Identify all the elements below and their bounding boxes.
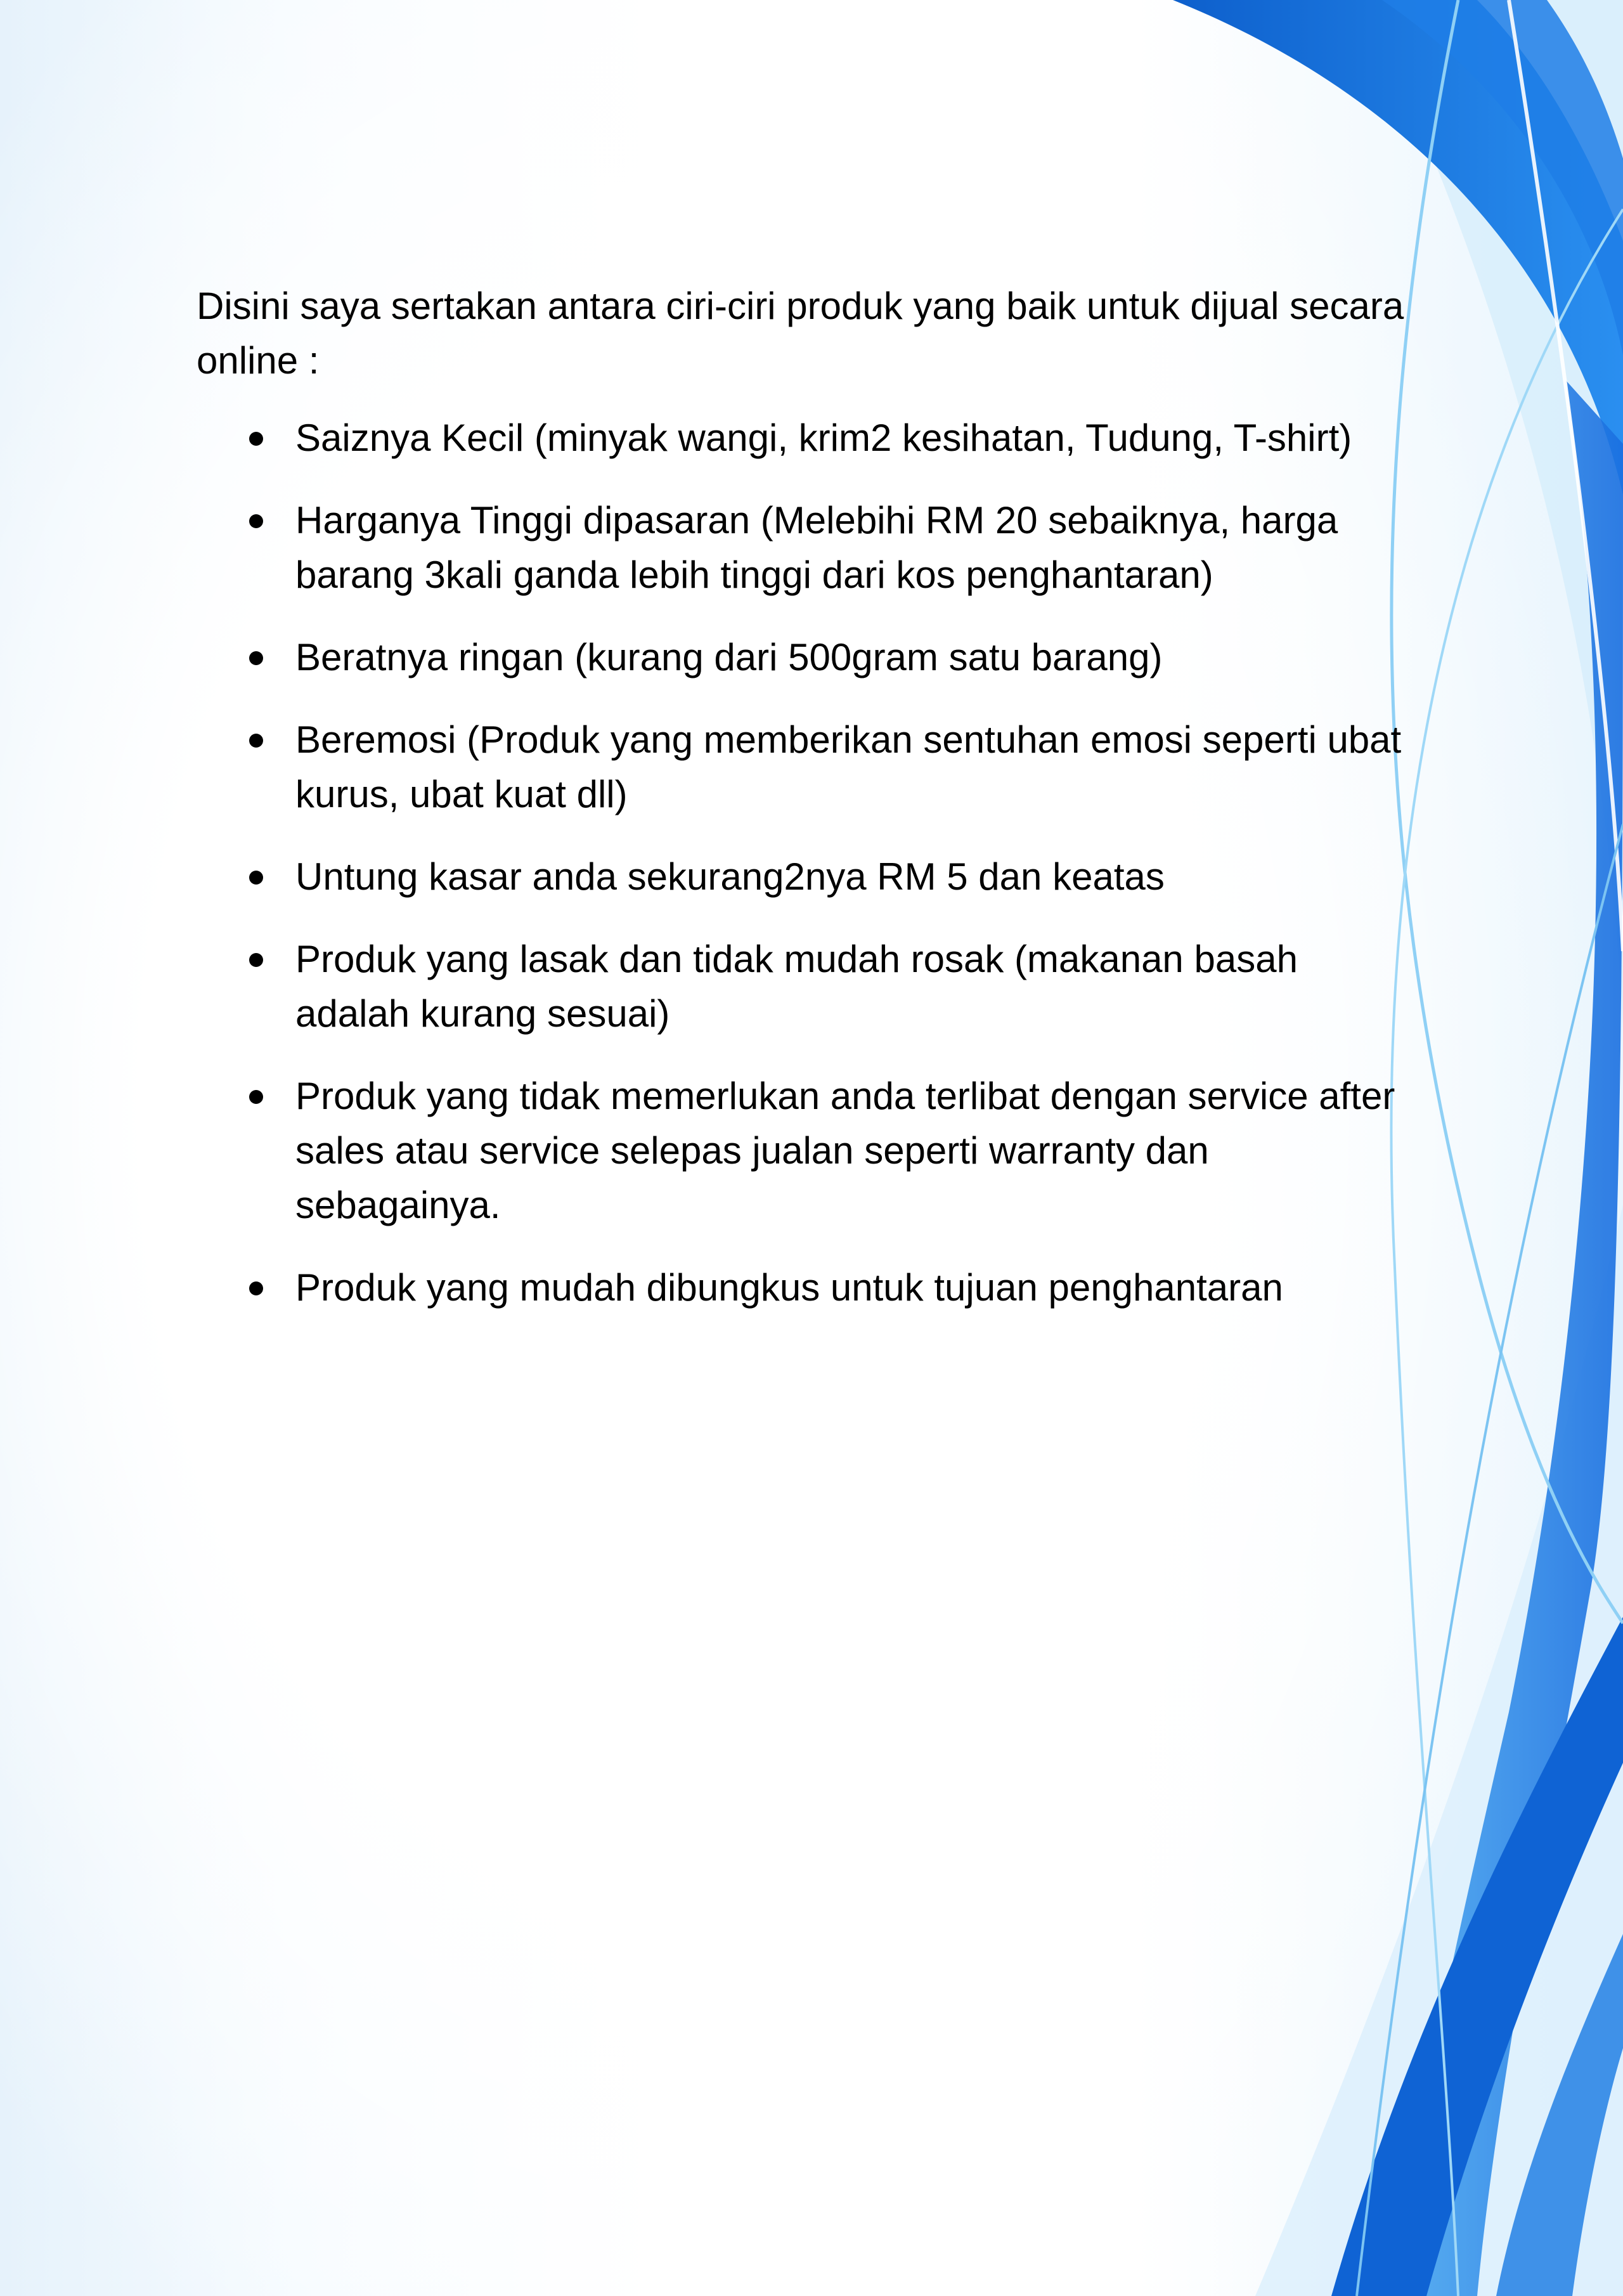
list-item-text: Saiznya Kecil (minyak wangi, krim2 kesihatan, Tudung, T-shirt) [295,417,1352,459]
list-item-text: Beratnya ringan (kurang dari 500gram satu barang) [295,636,1163,678]
list-item [197,493,1414,602]
bullet-icon [249,514,263,528]
feature-list [197,411,1414,1315]
list-item-text: Produk yang tidak memerlukan anda terlibat dengan service after sales atau service selepas jualan seperti warranty dan sebagainya. [295,1075,1395,1226]
list-item [197,850,1414,904]
list-item [197,411,1414,465]
list-item-text: Harganya Tinggi dipasaran (Melebihi RM 20 sebaiknya, harga barang 3kali ganda lebih tinggi dari kos penghantaran) [295,499,1338,596]
list-item-text: Beremosi (Produk yang memberikan sentuhan emosi seperti ubat kurus, ubat kuat dll) [295,718,1402,815]
bullet-icon [249,651,263,665]
bullet-icon [249,953,263,967]
list-item [197,1069,1414,1233]
intro-paragraph: Disini saya sertakan antara ciri-ciri produk yang baik untuk dijual secara online : [197,285,1404,382]
document-content [197,279,1414,1343]
list-item [197,1261,1414,1315]
bullet-icon [249,1281,263,1295]
list-item [197,713,1414,822]
list-item [197,932,1414,1041]
list-item-text: Produk yang lasak dan tidak mudah rosak (makanan basah adalah kurang sesuai) [295,938,1298,1035]
bullet-icon [249,734,263,748]
bullet-icon [249,432,263,446]
list-item-text: Produk yang mudah dibungkus untuk tujuan penghantaran [295,1266,1283,1309]
bullet-icon [249,1090,263,1104]
list-item-text: Untung kasar anda sekurang2nya RM 5 dan keatas [295,855,1165,898]
list-item [197,630,1414,685]
bullet-icon [249,871,263,885]
